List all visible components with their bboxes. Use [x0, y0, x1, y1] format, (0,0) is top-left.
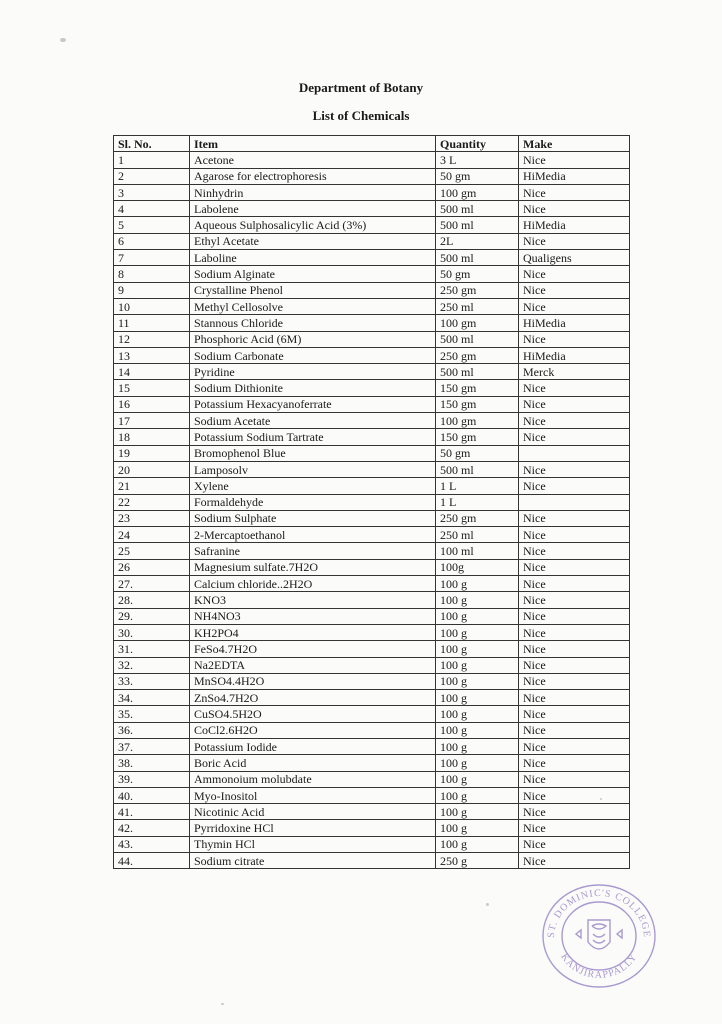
cell-item: Crystalline Phenol — [190, 282, 436, 298]
cell-quantity: 100 g — [436, 771, 519, 787]
cell-quantity: 250 ml — [436, 298, 519, 314]
cell-quantity: 150 gm — [436, 396, 519, 412]
table-row — [114, 804, 630, 820]
table-row — [114, 233, 630, 249]
cell-quantity: 150 gm — [436, 380, 519, 396]
cell-make: Nice — [519, 413, 630, 429]
table-row — [114, 592, 630, 608]
cell-sl-no: 40. — [114, 787, 190, 803]
cell-quantity: 150 gm — [436, 429, 519, 445]
cell-item: Ninhydrin — [190, 184, 436, 200]
scan-speck — [600, 798, 602, 800]
scan-speck — [60, 38, 66, 42]
cell-quantity: 100 g — [436, 804, 519, 820]
cell-make: Nice — [519, 608, 630, 624]
table-row — [114, 787, 630, 803]
cell-sl-no: 44. — [114, 853, 190, 869]
table-row — [114, 624, 630, 640]
cell-item: Aqueous Sulphosalicylic Acid (3%) — [190, 217, 436, 233]
cell-sl-no: 22 — [114, 494, 190, 510]
cell-item: Bromophenol Blue — [190, 445, 436, 461]
cell-make: Nice — [519, 543, 630, 559]
table-row — [114, 527, 630, 543]
cell-make: Nice — [519, 429, 630, 445]
table-row — [114, 380, 630, 396]
cell-quantity: 100 g — [436, 755, 519, 771]
cell-quantity: 100 g — [436, 576, 519, 592]
cell-item: MnSO4.4H2O — [190, 673, 436, 689]
table-row — [114, 771, 630, 787]
cell-make: Nice — [519, 624, 630, 640]
cell-make: Nice — [519, 641, 630, 657]
cell-quantity: 100 g — [436, 624, 519, 640]
cell-item: Sodium Alginate — [190, 266, 436, 282]
cell-sl-no: 43. — [114, 836, 190, 852]
table-row — [114, 543, 630, 559]
table-header-row — [114, 136, 630, 152]
cell-item: KH2PO4 — [190, 624, 436, 640]
table-row — [114, 690, 630, 706]
cell-quantity: 100 g — [436, 836, 519, 852]
cell-sl-no: 14 — [114, 364, 190, 380]
cell-item: KNO3 — [190, 592, 436, 608]
cell-sl-no: 24 — [114, 527, 190, 543]
cell-make: Nice — [519, 152, 630, 168]
cell-sl-no: 32. — [114, 657, 190, 673]
cell-sl-no: 20 — [114, 461, 190, 477]
cell-item: Formaldehyde — [190, 494, 436, 510]
cell-make: Nice — [519, 722, 630, 738]
cell-make — [519, 494, 630, 510]
cell-item: ZnSo4.7H2O — [190, 690, 436, 706]
cell-make: Nice — [519, 396, 630, 412]
cell-make: Nice — [519, 184, 630, 200]
table-row — [114, 282, 630, 298]
table-row — [114, 364, 630, 380]
cell-sl-no: 17 — [114, 413, 190, 429]
table-row — [114, 559, 630, 575]
cell-make: Nice — [519, 804, 630, 820]
chemicals-table — [113, 135, 630, 869]
cell-sl-no: 1 — [114, 152, 190, 168]
cell-make: Nice — [519, 461, 630, 477]
cell-make: Nice — [519, 706, 630, 722]
cell-item: Potassium Iodide — [190, 738, 436, 754]
cell-make: HiMedia — [519, 347, 630, 363]
table-row — [114, 853, 630, 869]
cell-quantity: 100 ml — [436, 543, 519, 559]
table-row — [114, 184, 630, 200]
cell-quantity: 100 g — [436, 592, 519, 608]
cell-item: Pyrridoxine HCl — [190, 820, 436, 836]
cell-item: CuSO4.5H2O — [190, 706, 436, 722]
cell-make: Nice — [519, 510, 630, 526]
cell-item: Ethyl Acetate — [190, 233, 436, 249]
cell-sl-no: 26 — [114, 559, 190, 575]
column-header-make: Make — [519, 136, 630, 152]
cell-sl-no: 28. — [114, 592, 190, 608]
cell-make: HiMedia — [519, 315, 630, 331]
svg-text:ST. DOMINIC'S COLLEGE: ST. DOMINIC'S COLLEGE — [545, 887, 653, 939]
column-header-item: Item — [190, 136, 436, 152]
cell-sl-no: 37. — [114, 738, 190, 754]
cell-sl-no: 42. — [114, 820, 190, 836]
cell-item: Boric Acid — [190, 755, 436, 771]
cell-make: Merck — [519, 364, 630, 380]
cell-item: 2-Mercaptoethanol — [190, 527, 436, 543]
cell-make: HiMedia — [519, 168, 630, 184]
cell-item: Sodium Sulphate — [190, 510, 436, 526]
cell-make: Nice — [519, 592, 630, 608]
cell-quantity: 100 g — [436, 722, 519, 738]
department-title: Department of Botany — [298, 80, 424, 95]
cell-quantity: 500 ml — [436, 250, 519, 266]
cell-quantity: 500 ml — [436, 331, 519, 347]
cell-item: Magnesium sulfate.7H2O — [190, 559, 436, 575]
table-row — [114, 510, 630, 526]
table-row — [114, 478, 630, 494]
cell-make: Nice — [519, 836, 630, 852]
cell-quantity: 100g — [436, 559, 519, 575]
cell-quantity: 500 ml — [436, 201, 519, 217]
cell-sl-no: 13 — [114, 347, 190, 363]
cell-quantity: 50 gm — [436, 266, 519, 282]
cell-quantity: 100 gm — [436, 315, 519, 331]
cell-quantity: 50 gm — [436, 445, 519, 461]
table-row — [114, 201, 630, 217]
cell-sl-no: 29. — [114, 608, 190, 624]
cell-item: Xylene — [190, 478, 436, 494]
cell-item: CoCl2.6H2O — [190, 722, 436, 738]
cell-make: Nice — [519, 266, 630, 282]
table-row — [114, 217, 630, 233]
cell-make: Nice — [519, 820, 630, 836]
table-row — [114, 641, 630, 657]
cell-quantity: 100 g — [436, 641, 519, 657]
cell-make: Nice — [519, 853, 630, 869]
cell-quantity: 100 g — [436, 673, 519, 689]
cell-quantity: 250 gm — [436, 347, 519, 363]
cell-sl-no: 33. — [114, 673, 190, 689]
table-row — [114, 250, 630, 266]
cell-sl-no: 36. — [114, 722, 190, 738]
svg-text:KANJIRAPPALLY: KANJIRAPPALLY — [558, 951, 640, 981]
cell-item: Labolene — [190, 201, 436, 217]
cell-sl-no: 12 — [114, 331, 190, 347]
table-row — [114, 298, 630, 314]
table-row — [114, 673, 630, 689]
table-row — [114, 738, 630, 754]
cell-item: Na2EDTA — [190, 657, 436, 673]
cell-quantity: 50 gm — [436, 168, 519, 184]
cell-sl-no: 7 — [114, 250, 190, 266]
cell-make: Nice — [519, 380, 630, 396]
table-row — [114, 706, 630, 722]
cell-sl-no: 27. — [114, 576, 190, 592]
cell-quantity: 500 ml — [436, 364, 519, 380]
cell-item: Sodium Acetate — [190, 413, 436, 429]
cell-quantity: 100 g — [436, 820, 519, 836]
cell-sl-no: 4 — [114, 201, 190, 217]
cell-quantity: 100 g — [436, 706, 519, 722]
table-row — [114, 755, 630, 771]
cell-quantity: 100 gm — [436, 184, 519, 200]
cell-quantity: 250 g — [436, 853, 519, 869]
table-row — [114, 331, 630, 347]
cell-sl-no: 15 — [114, 380, 190, 396]
cell-quantity: 250 gm — [436, 282, 519, 298]
list-title: List of Chemicals — [312, 108, 410, 123]
table-row — [114, 315, 630, 331]
cell-quantity: 100 g — [436, 608, 519, 624]
cell-item: Acetone — [190, 152, 436, 168]
cell-quantity: 100 g — [436, 690, 519, 706]
cell-item: Sodium Carbonate — [190, 347, 436, 363]
cell-sl-no: 23 — [114, 510, 190, 526]
cell-make: Qualigens — [519, 250, 630, 266]
cell-make: HiMedia — [519, 217, 630, 233]
cell-make: Nice — [519, 559, 630, 575]
table-row — [114, 820, 630, 836]
table-row — [114, 836, 630, 852]
table-row — [114, 429, 630, 445]
cell-sl-no: 9 — [114, 282, 190, 298]
cell-make: Nice — [519, 657, 630, 673]
table-row — [114, 461, 630, 477]
cell-make: Nice — [519, 527, 630, 543]
cell-item: Potassium Sodium Tartrate — [190, 429, 436, 445]
cell-item: Methyl Cellosolve — [190, 298, 436, 314]
cell-item: Potassium Hexacyanoferrate — [190, 396, 436, 412]
cell-make: Nice — [519, 690, 630, 706]
cell-quantity: 1 L — [436, 478, 519, 494]
cell-item: Laboline — [190, 250, 436, 266]
cell-item: Lamposolv — [190, 461, 436, 477]
cell-quantity: 100 g — [436, 738, 519, 754]
cell-sl-no: 11 — [114, 315, 190, 331]
cell-make: Nice — [519, 787, 630, 803]
cell-item: Phosphoric Acid (6M) — [190, 331, 436, 347]
cell-quantity: 250 ml — [436, 527, 519, 543]
cell-quantity: 3 L — [436, 152, 519, 168]
cell-sl-no: 2 — [114, 168, 190, 184]
scan-speck — [221, 1003, 224, 1005]
table-row — [114, 152, 630, 168]
table-row — [114, 396, 630, 412]
cell-sl-no: 41. — [114, 804, 190, 820]
cell-make: Nice — [519, 771, 630, 787]
cell-quantity: 100 g — [436, 787, 519, 803]
cell-sl-no: 18 — [114, 429, 190, 445]
cell-make: Nice — [519, 201, 630, 217]
cell-sl-no: 6 — [114, 233, 190, 249]
table-row — [114, 657, 630, 673]
cell-make: Nice — [519, 576, 630, 592]
cell-quantity: 2L — [436, 233, 519, 249]
cell-sl-no: 35. — [114, 706, 190, 722]
cell-make — [519, 445, 630, 461]
cell-sl-no: 30. — [114, 624, 190, 640]
table-row — [114, 266, 630, 282]
cell-make: Nice — [519, 331, 630, 347]
cell-quantity: 1 L — [436, 494, 519, 510]
cell-item: Thymin HCl — [190, 836, 436, 852]
cell-make: Nice — [519, 738, 630, 754]
cell-quantity: 250 gm — [436, 510, 519, 526]
cell-item: FeSo4.7H2O — [190, 641, 436, 657]
table-row — [114, 413, 630, 429]
cell-item: Myo-Inositol — [190, 787, 436, 803]
cell-make: Nice — [519, 673, 630, 689]
table-row — [114, 168, 630, 184]
table-row — [114, 445, 630, 461]
cell-sl-no: 21 — [114, 478, 190, 494]
cell-sl-no: 3 — [114, 184, 190, 200]
cell-make: Nice — [519, 298, 630, 314]
table-row — [114, 576, 630, 592]
cell-sl-no: 8 — [114, 266, 190, 282]
cell-sl-no: 19 — [114, 445, 190, 461]
cell-item: Sodium Dithionite — [190, 380, 436, 396]
cell-sl-no: 31. — [114, 641, 190, 657]
cell-quantity: 500 ml — [436, 461, 519, 477]
cell-make: Nice — [519, 755, 630, 771]
cell-item: Sodium citrate — [190, 853, 436, 869]
cell-sl-no: 25 — [114, 543, 190, 559]
cell-sl-no: 10 — [114, 298, 190, 314]
table-row — [114, 608, 630, 624]
college-seal-stamp-icon — [540, 882, 658, 990]
column-header-sl-no: Sl. No. — [114, 136, 190, 152]
cell-sl-no: 34. — [114, 690, 190, 706]
cell-sl-no: 16 — [114, 396, 190, 412]
cell-item: Ammonoium molubdate — [190, 771, 436, 787]
column-header-quantity: Quantity — [436, 136, 519, 152]
scan-speck — [486, 903, 489, 906]
cell-item: Safranine — [190, 543, 436, 559]
cell-item: Pyridine — [190, 364, 436, 380]
cell-item: Agarose for electrophoresis — [190, 168, 436, 184]
cell-sl-no: 39. — [114, 771, 190, 787]
cell-sl-no: 5 — [114, 217, 190, 233]
cell-item: Calcium chloride..2H2O — [190, 576, 436, 592]
cell-quantity: 100 g — [436, 657, 519, 673]
cell-sl-no: 38. — [114, 755, 190, 771]
cell-item: Stannous Chloride — [190, 315, 436, 331]
cell-make: Nice — [519, 233, 630, 249]
cell-quantity: 500 ml — [436, 217, 519, 233]
table-row — [114, 722, 630, 738]
cell-make: Nice — [519, 282, 630, 298]
cell-make: Nice — [519, 478, 630, 494]
cell-item: NH4NO3 — [190, 608, 436, 624]
cell-quantity: 100 gm — [436, 413, 519, 429]
table-row — [114, 494, 630, 510]
table-row — [114, 347, 630, 363]
cell-item: Nicotinic Acid — [190, 804, 436, 820]
